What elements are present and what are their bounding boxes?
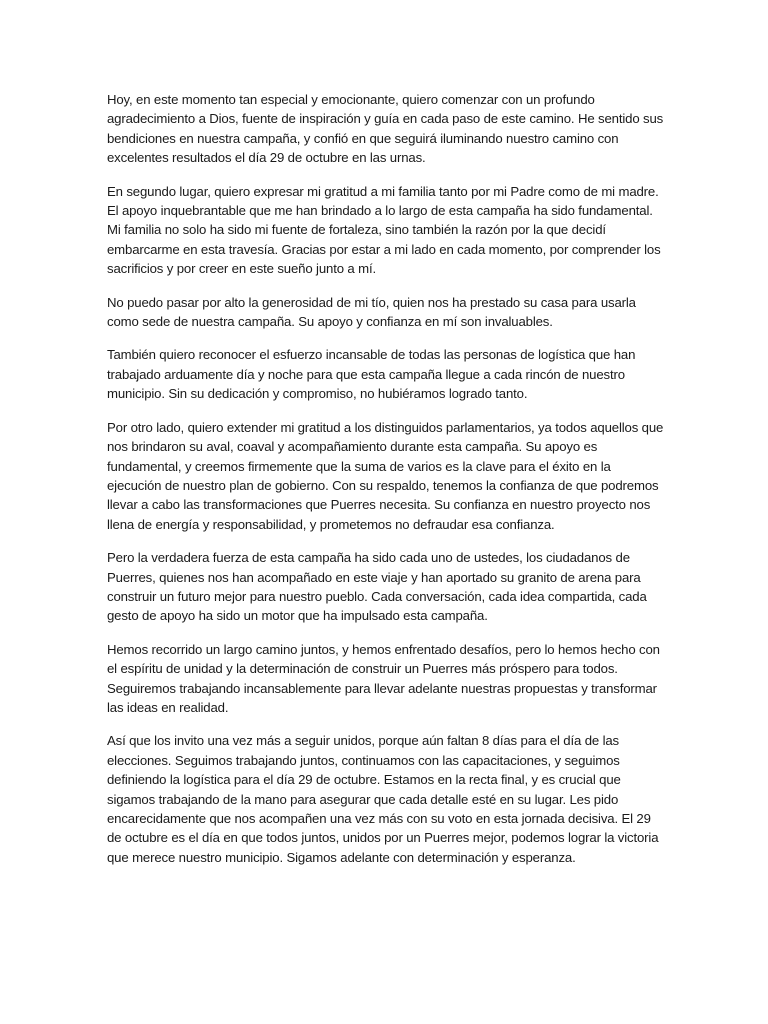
paragraph-gratitude-uncle: No puedo pasar por alto la generosidad de mi tío, quien nos ha prestado su casa para usarla como sede de nuestra campaña. Su apoyo y confianza en mí son invaluables. <box>107 294 636 330</box>
paragraph-closing-call: Así que los invito una vez más a seguir unidos, porque aún faltan 8 días para el día de las elecciones. Seguimos trabajando juntos, continuamos con las capacitaciones, y seguimos definiendo la logística para el día 29 de octubre. Estamos en la recta final, y es crucial que sigamos trabajando de la mano para asegurar que cada detalle esté en su lugar. Les pido encarecidamente que nos acompañen una vez más con su voto en esta jornada decisiva. El 29 de octubre es el día en que todos juntos, unidos por un Puerres mejor, podemos lograr la victoria que merece nuestro municipio. Sigamos adelante con determinación y esperanza. <box>107 733 659 865</box>
paragraph-parliamentarians: Por otro lado, quiero extender mi gratitud a los distinguidos parlamentarios, ya todos aquellos que nos brindaron su aval, coaval y acompañamiento durante esta campaña. Su apoyo es fundamental, y creemos firmemente que la suma de varios es la clave para el éxito en la ejecución de nuestro plan de gobierno. Con su respaldo, tenemos la confianza de que podremos llevar a cabo las transformaciones que Puerres necesita. Su confianza en nuestro proyecto nos llena de energía y responsabilidad, y prometemos no defraudar esa confianza. <box>107 419 664 532</box>
document-body <box>107 90 667 881</box>
paragraph-gratitude-god: Hoy, en este momento tan especial y emocionante, quiero comenzar con un profundo agradecimiento a Dios, fuente de inspiración y guía en cada paso de este camino. He sentido sus bendiciones en nuestra campaña, y confió en que seguirá iluminando nuestro camino con excelentes resultados el día 29 de octubre en las urnas. <box>107 92 664 166</box>
paragraph-gratitude-family: En segundo lugar, quiero expresar mi gratitud a mi familia tanto por mi Padre como de mi madre. El apoyo inquebrantable que me han brindado a lo largo de esta campaña ha sido fundamental. Mi familia no solo ha sido mi fuente de fortaleza, sino también la razón por la que decidí embarcarme en esta travesía. Gracias por estar a mi lado en cada momento, por comprender los sacrificios y por creer en este sueño junto a mí. <box>107 183 661 277</box>
paragraph-journey: Hemos recorrido un largo camino juntos, y hemos enfrentado desafíos, pero lo hemos hecho con el espíritu de unidad y la determinación de construir un Puerres más próspero para todos. Seguiremos trabajando incansablemente para llevar adelante nuestras propuestas y transformar las ideas en realidad. <box>107 641 660 715</box>
paragraph-citizens: Pero la verdadera fuerza de esta campaña ha sido cada uno de ustedes, los ciudadanos de Puerres, quienes nos han acompañado en este viaje y han aportado su granito de arena para construir un futuro mejor para nuestro pueblo. Cada conversación, cada idea compartida, cada gesto de apoyo ha sido un motor que ha impulsado esta campaña. <box>107 550 647 624</box>
paragraph-logistics-team: También quiero reconocer el esfuerzo incansable de todas las personas de logística que han trabajado arduamente día y noche para que esta campaña llegue a cada rincón de nuestro municipio. Sin su dedicación y compromiso, no hubiéramos logrado tanto. <box>107 347 636 402</box>
